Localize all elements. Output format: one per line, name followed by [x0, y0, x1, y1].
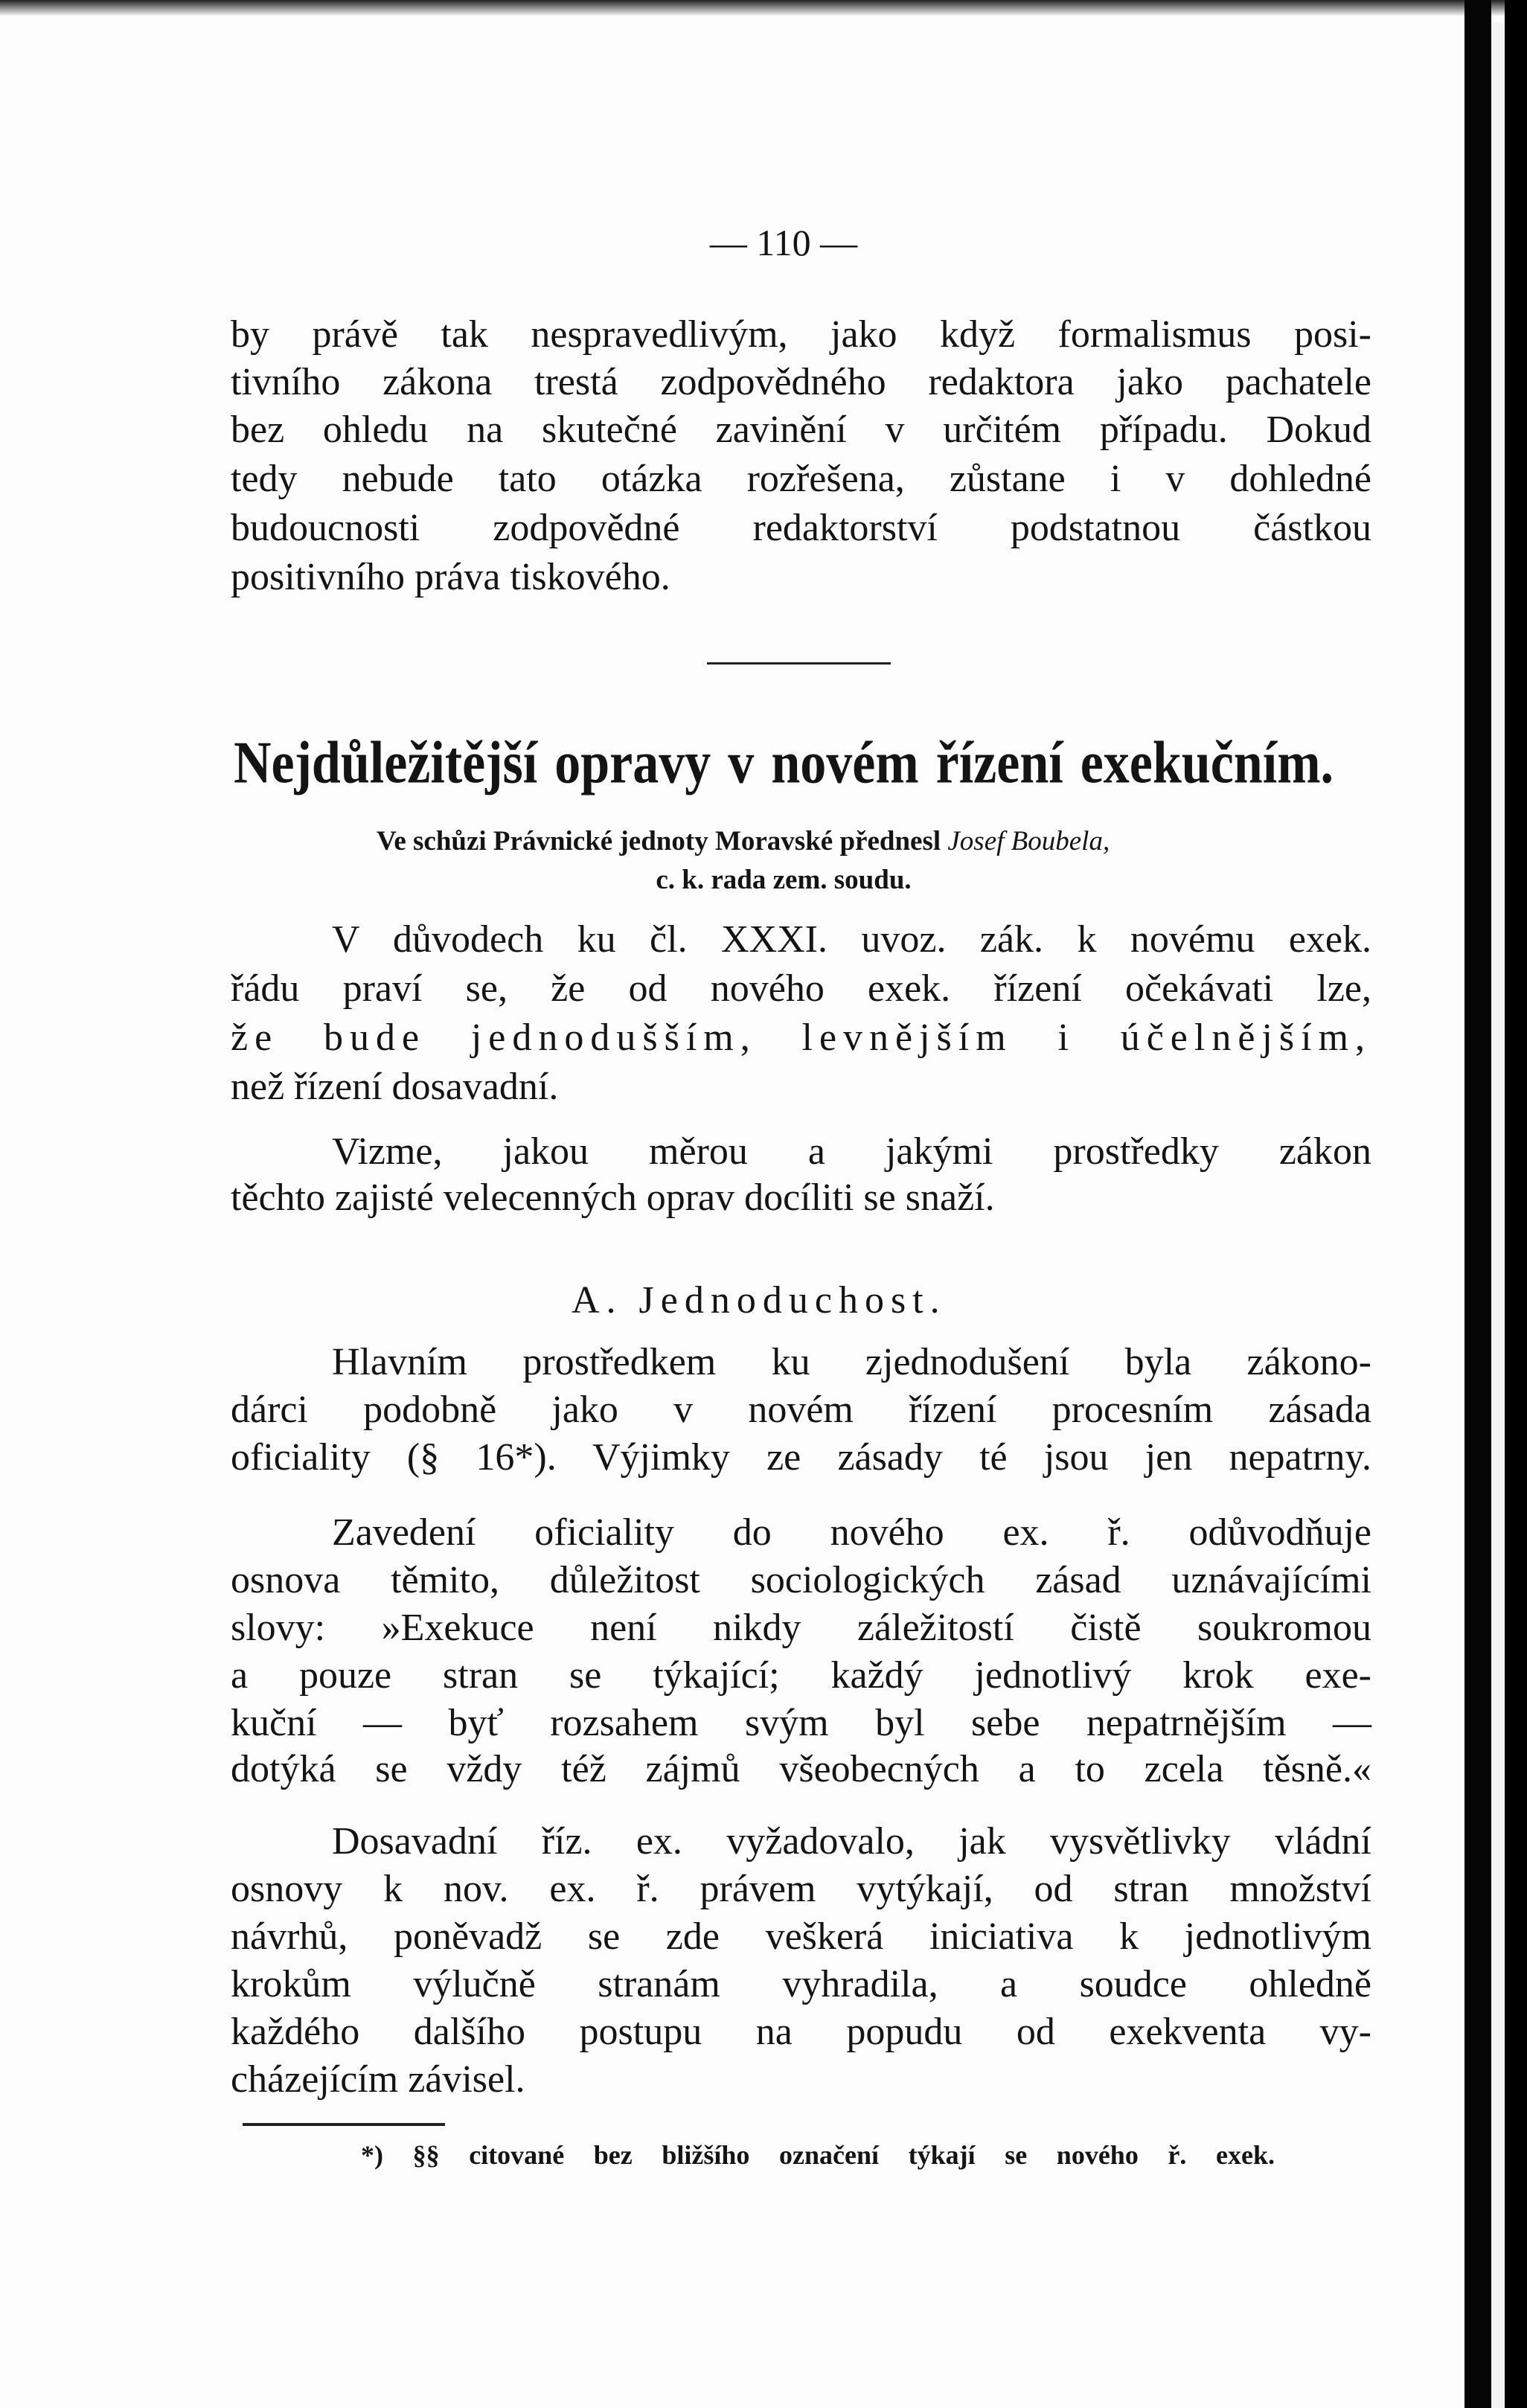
text-line: kuční — byť rozsahem svým byl sebe nepatrnějším —: [231, 1702, 1371, 1744]
text-line: Hlavním prostředkem ku zjednodušení byla zákono-: [332, 1341, 1371, 1383]
section-divider: [707, 662, 891, 665]
text-line: těchto zajisté velecenných oprav docíliti se snaží.: [231, 1176, 995, 1219]
subtitle-text: Ve schůzi Právnické jednoty Moravské přednesl: [377, 826, 941, 856]
text-line: řádu praví se, že od nového exek. řízení očekávati lze,: [231, 967, 1371, 1010]
author-name: Josef Boubela,: [947, 826, 1110, 856]
text-line: Zavedení oficiality do nového ex. ř. odůvodňuje: [332, 1511, 1371, 1554]
scan-top-edge: [0, 0, 1527, 16]
text-line: tedy nebude tato otázka rozřešena, zůstane i v dohledné: [231, 458, 1371, 500]
text-line: oficiality (§ 16*). Výjimky ze zásady té jsou jen nepatrny.: [231, 1436, 1371, 1479]
text-line: osnovy k nov. ex. ř. právem vytýkají, od stran množství: [231, 1868, 1371, 1910]
author-title: c. k. rada zem. soudu.: [656, 865, 912, 895]
footnote: *) §§ citované bez bližšího označení týkají se nového ř. exek.: [361, 2140, 1275, 2170]
section-heading: A. Jednoduchost.: [572, 1279, 947, 1322]
scan-border: [1505, 0, 1527, 2408]
page-number: — 110 —: [709, 222, 858, 263]
text-line: by právě tak nespravedlivým, jako když formalismus posi-: [231, 313, 1371, 356]
scan-border: [1464, 0, 1491, 2408]
text-line: positivního práva tiskového.: [231, 556, 670, 598]
text-line: bez ohledu na skutečné zavinění v určitém případu. Dokud: [231, 409, 1371, 451]
text-line: krokům výlučně stranám vyhradila, a soudce ohledně: [231, 1963, 1371, 2005]
article-subtitle: [377, 823, 1110, 860]
text-line: každého dalšího postupu na popudu od exekventa vy-: [231, 2011, 1371, 2053]
article-title: Nejdůležitější opravy v novém řízení exekučním.: [234, 730, 1334, 796]
text-line: Vizme, jakou měrou a jakými prostředky zákon: [332, 1130, 1371, 1173]
text-line: než řízení dosavadní.: [231, 1066, 559, 1108]
text-line: budoucnosti zodpovědné redaktorství podstatnou částkou: [231, 507, 1371, 549]
text-line: slovy: »Exekuce není nikdy záležitostí čistě soukromou: [231, 1607, 1371, 1649]
text-line: osnova těmito, důležitost sociologických zásad uznávajícími: [231, 1559, 1371, 1601]
text-line: cházejícím závisel.: [231, 2058, 525, 2101]
text-line: že bude jednodušším, levnějším i účelnějším,: [231, 1016, 1371, 1059]
footnote-rule: [243, 2123, 445, 2126]
text-line: dárci podobně jako v novém řízení procesním zásada: [231, 1389, 1371, 1431]
text-line: a pouze stran se týkající; každý jednotlivý krok exe-: [231, 1654, 1371, 1697]
text-line: Dosavadní říz. ex. vyžadovalo, jak vysvětlivky vládní: [332, 1820, 1371, 1863]
text-line: V důvodech ku čl. XXXI. uvoz. zák. k novému exek.: [332, 918, 1371, 961]
text-line: dotýká se vždy též zájmů všeobecných a to zcela těsně.«: [231, 1748, 1371, 1790]
text-line: návrhů, poněvadž se zde veškerá iniciativa k jednotlivým: [231, 1915, 1371, 1958]
scan-border: [1491, 22, 1505, 2408]
text-line: tivního zákona trestá zodpovědného redaktora jako pachatele: [231, 361, 1371, 403]
